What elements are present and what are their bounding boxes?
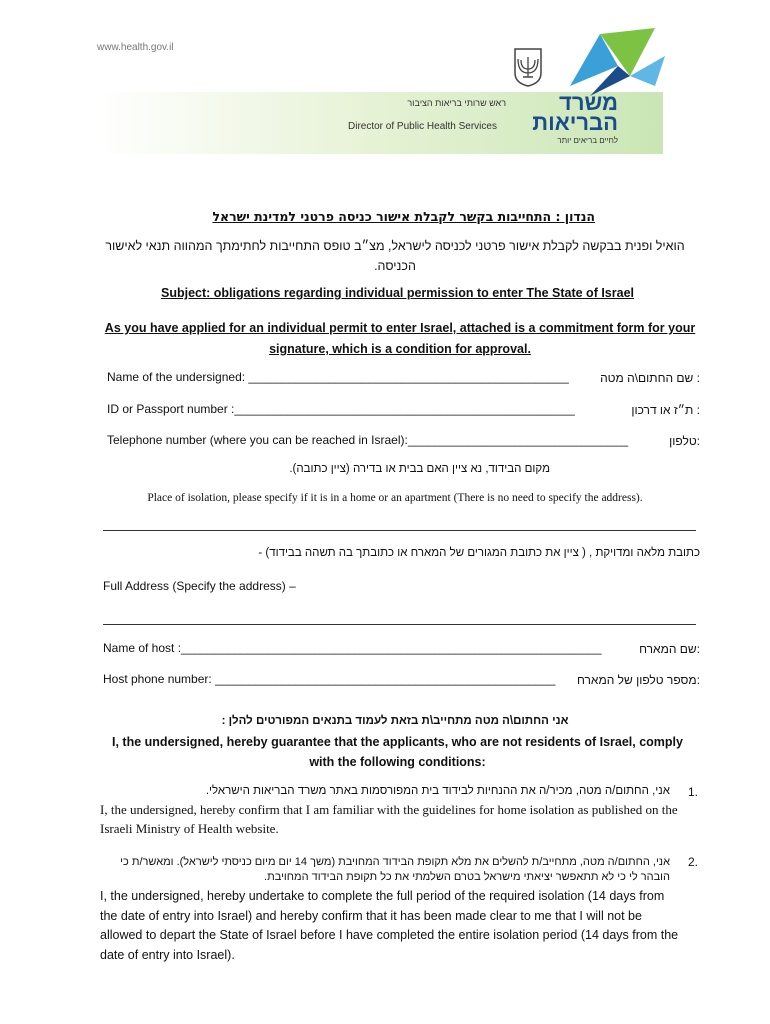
isolation-label-hebrew: מקום הבידוד, נא ציין האם בבית או בדירה (ציין כתובה). [289, 463, 550, 475]
id-field-label-hebrew: : ת״ז או דרכון [631, 403, 700, 417]
name-field-label-english: Name of the undersigned: ________________________________________________ [107, 370, 569, 384]
condition-2-hebrew: אני, החתום/ה מטה, מתחייב/ת להשלים את מלא תקופת הבידוד המחויבת (משך 14 יום מיום כניסתי לישראל). ומאשר/ת כי הובהר לי כי לא תתאפשר יציאתי מישראל בטרם השלמתי את כל תקופת הבידוד המחויבת. [120, 856, 670, 883]
ministry-logo-text [530, 90, 618, 135]
subject-body-english: As you have applied for an individual permit to enter Israel, attached is a commitment form for your signature, which is a condition for approval. [104, 321, 696, 356]
host-phone-label-hebrew: :מספר טלפון של המארח [576, 673, 700, 687]
host-name-label-english: Name of host :_______________________________________________________________ [103, 641, 602, 655]
department-title-english: Director of Public Health Services [348, 121, 497, 132]
condition-1-number: .1 [687, 785, 698, 799]
address-label-english: Full Address (Specify the address) – [103, 579, 296, 593]
site-url: www.health.gov.il [97, 42, 174, 53]
subject-title-english: Subject: obligations regarding individual permission to enter The State of Israel [161, 286, 634, 300]
logo-slogan: לחיים בריאים יותר [557, 136, 618, 145]
subject-title-hebrew: הנדון : התחייבות בקשר לקבלת אישור כניסה פרטני למדינת ישראל [212, 209, 595, 224]
condition-1-hebrew: אני, החתום/ה מטה, מכיר/ה את ההנחיות לבידוד בית המפורסמות באתר משרד הבריאות הישראלי. [205, 785, 670, 797]
logo-name-line2: הבריאות [532, 110, 618, 135]
phone-field-label-hebrew: :טלפון [669, 434, 700, 448]
isolation-label-english: Place of isolation, please specify if it is in a home or an apartment (There is no need to specify the address). [147, 492, 643, 504]
condition-2-number: .2 [687, 855, 698, 869]
department-title-hebrew: ראש שרותי בריאות הציבור [407, 98, 506, 108]
phone-field-label-english: Telephone number (where you can be reached in Israel):_________________________________ [107, 433, 629, 447]
subject-body-hebrew: הואיל ופנית בבקשה לקבלת אישור פרטני לכניסה לישראל, מצ״ב טופס התחייבות לחתימתך המהווה תנאי לאישור הכניסה. [105, 239, 685, 273]
conditions-title-english: I, the undersigned, hereby guarantee that the applicants, who are not residents of Israel, comply with the following conditions: [112, 735, 683, 769]
condition-2-english: I, the undersigned, hereby undertake to complete the full period of the required isolation (14 days from the date of entry into Israel) and hereby confirm that it has been made clear to me that I will not be allowed to depart the State of Israel before I have completed the entire isolation period (14 days from the date of entry into Israel). [100, 889, 679, 962]
host-phone-label-english: Host phone number: ___________________________________________________ [103, 672, 556, 686]
conditions-title-hebrew: אני החתום\ה מטה מתחייב\ת בזאת לעמוד בתנאים המפורטים להלן : [221, 715, 569, 727]
id-field-label-english: ID or Passport number :___________________________________________________ [107, 402, 575, 416]
address-label-hebrew: כתובת מלאה ומדויקת , ( ציין את כתובת המגורים של המארח או כתובתך בה תשהה בבידוד) - [258, 547, 700, 559]
condition-1-english: I, the undersigned, hereby confirm that I am familiar with the guidelines for home isolation as published on the Israeli Ministry of Health website. [100, 802, 678, 836]
logo-name-line1: משרד [559, 90, 618, 115]
state-emblem-icon [512, 47, 544, 87]
ministry-logo-icon [560, 26, 670, 98]
host-name-label-hebrew: :שם המארח [639, 642, 700, 656]
isolation-answer-line[interactable] [103, 530, 696, 531]
address-answer-line[interactable] [103, 624, 696, 625]
name-field-label-hebrew: : שם החתום\ה מטה [600, 371, 700, 385]
